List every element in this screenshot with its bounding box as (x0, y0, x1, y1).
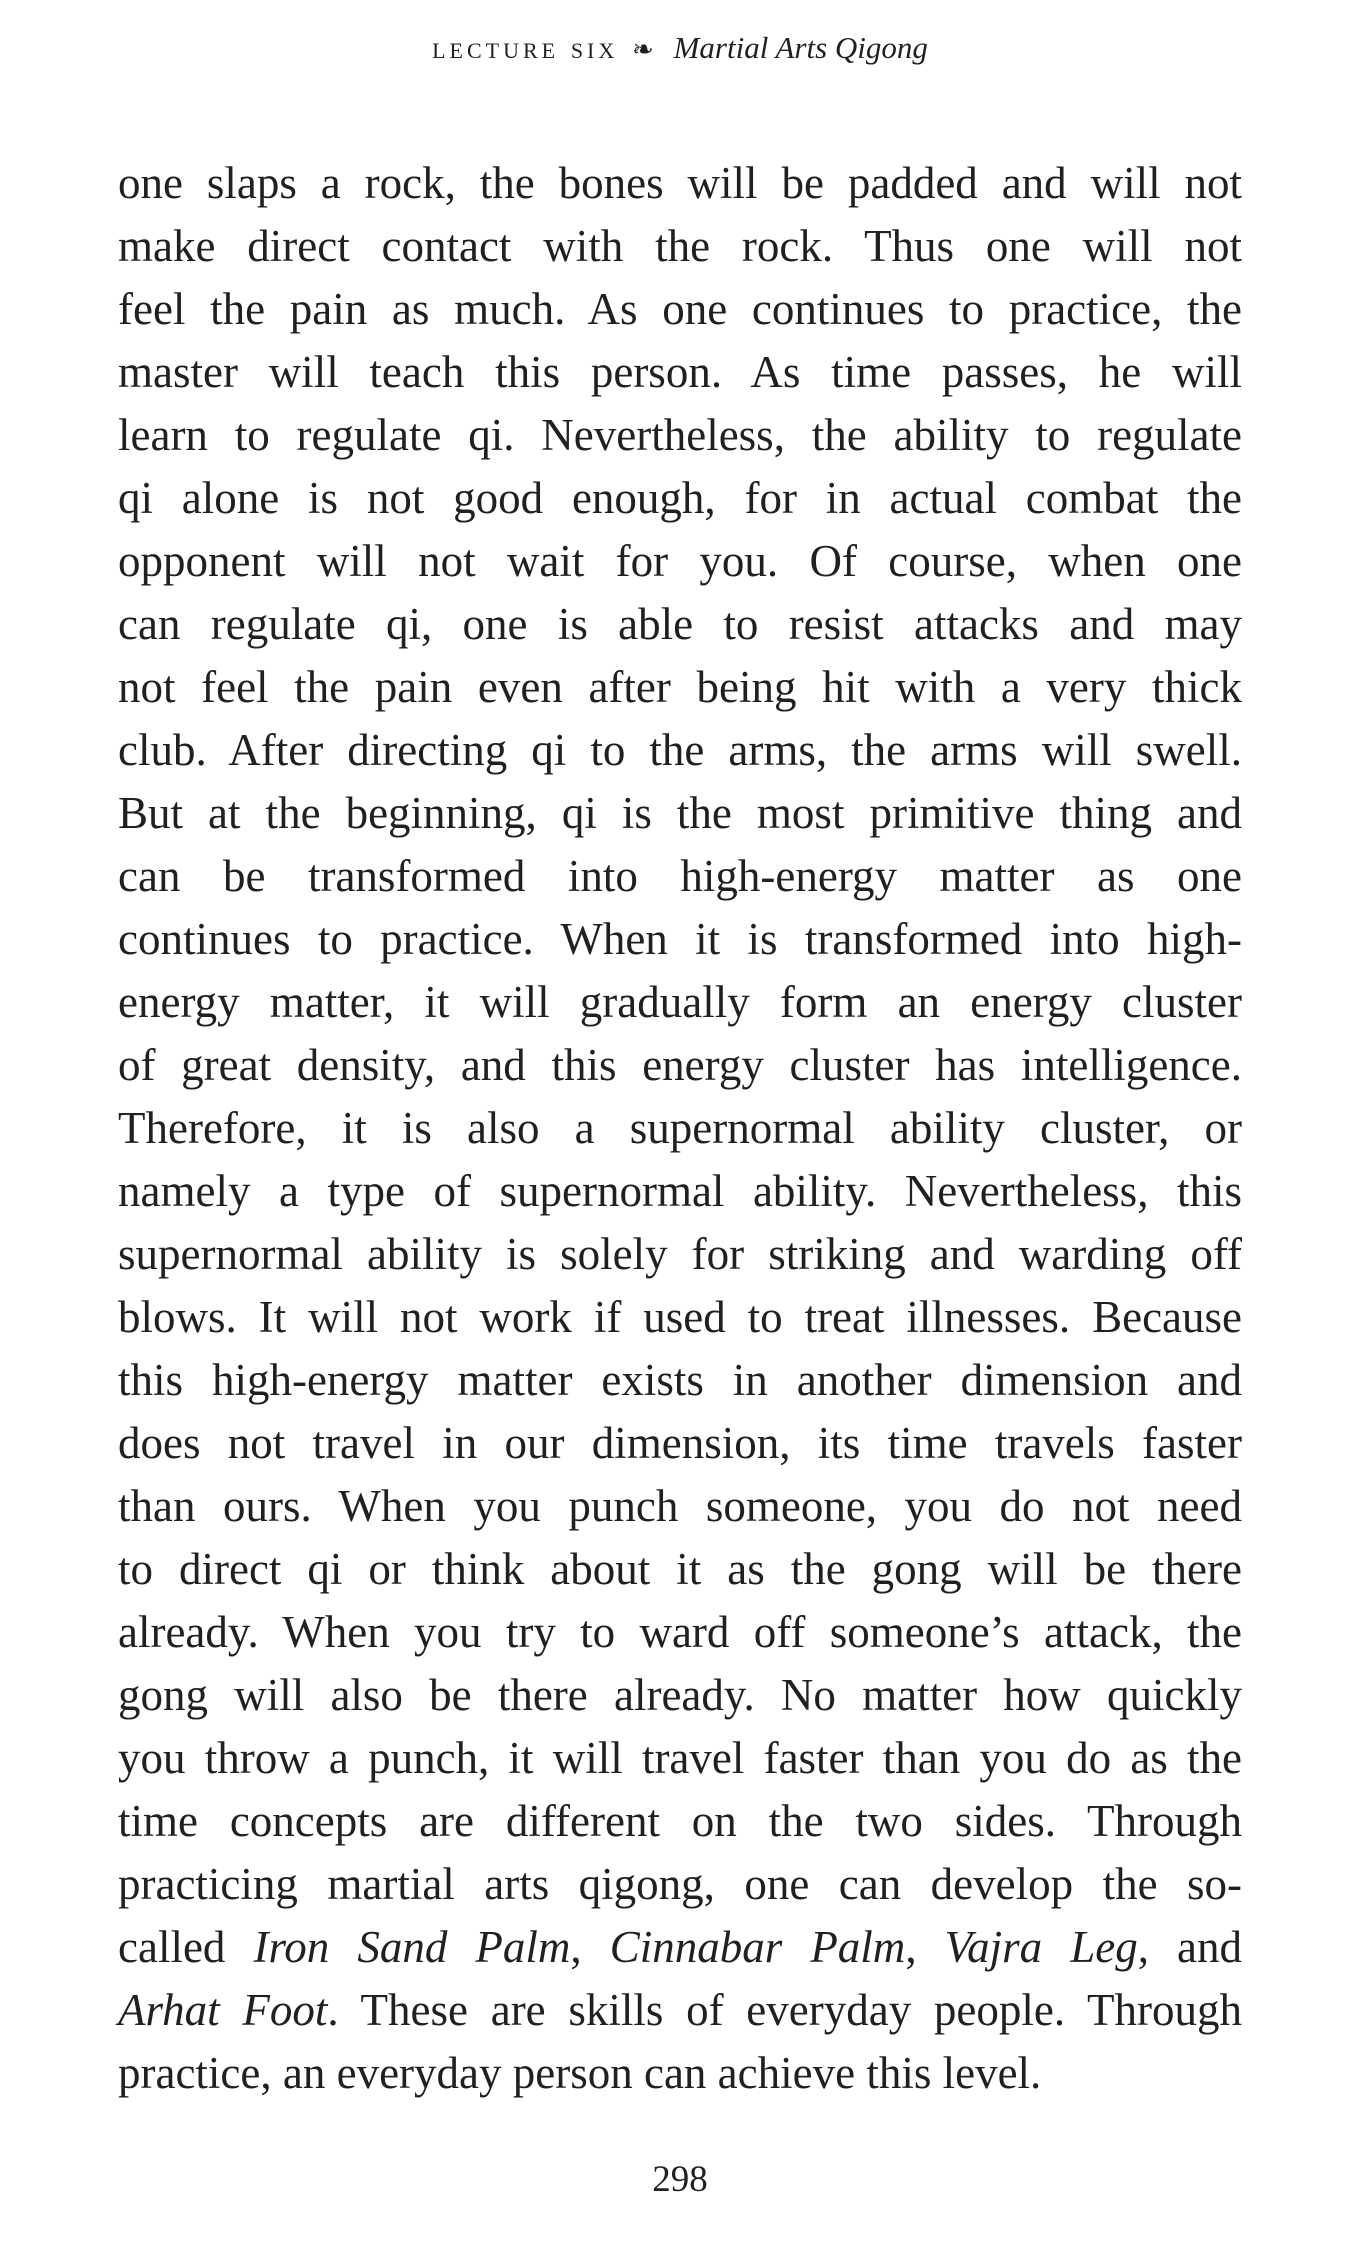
text-line-with-terms (118, 1979, 1242, 2042)
text-line: practicing martial arts qigong, one can develop the so- (118, 1859, 1242, 1909)
text-line-final: practice, an everyday person can achieve this level. (118, 2048, 1042, 2098)
text-line: blows. It will not work if used to treat illnesses. Because (118, 1292, 1242, 1342)
text-line: Therefore, it is also a supernormal ability cluster, or (118, 1103, 1242, 1153)
text-line: does not travel in our dimension, its time travels faster (118, 1418, 1242, 1468)
text-line: continues to practice. When it is transformed into high- (118, 914, 1242, 964)
text-line: not feel the pain even after being hit with a very thick (118, 662, 1242, 712)
text-line: can be transformed into high-energy matter as one (118, 851, 1242, 901)
term-iron-sand-palm: Iron Sand Palm (253, 1922, 571, 1972)
running-head-lecture: lecture six (432, 30, 619, 65)
text-line: club. After directing qi to the arms, the arms will swell. (118, 725, 1242, 775)
text-line: to direct qi or think about it as the gong will be there (118, 1544, 1242, 1594)
text-line: this high-energy matter exists in another dimension and (118, 1355, 1242, 1405)
text-line-with-terms (118, 1916, 1242, 1979)
fleuron-ornament-icon: ❧ (632, 35, 654, 64)
text-line: than ours. When you punch someone, you do not need (118, 1481, 1242, 1531)
text-line: of great density, and this energy cluster has intelligence. (118, 1040, 1242, 1090)
text-line: one slaps a rock, the bones will be padded and will not (118, 158, 1242, 208)
term-vajra-leg: Vajra Leg (944, 1922, 1138, 1972)
text-line: master will teach this person. As time passes, he will (118, 347, 1242, 397)
running-head (0, 28, 1360, 70)
term-arhat-foot: Arhat Foot (118, 1985, 328, 2035)
text-line: opponent will not wait for you. Of course, when one (118, 536, 1242, 586)
body-paragraph (118, 152, 1242, 2105)
text-line: you throw a punch, it will travel faster than you do as the (118, 1733, 1242, 1783)
text-fragment: , (570, 1922, 610, 1972)
text-line: time concepts are different on the two sides. Through (118, 1796, 1242, 1846)
text-fragment: . These are skills of everyday people. Through (327, 1985, 1242, 2035)
text-fragment: called (118, 1922, 254, 1972)
text-line: energy matter, it will gradually form an energy cluster (118, 977, 1242, 1027)
text-fragment: , and (1137, 1922, 1242, 1972)
text-line: namely a type of supernormal ability. Nevertheless, this (118, 1166, 1242, 1216)
text-line: make direct contact with the rock. Thus one will not (118, 221, 1242, 271)
text-line: feel the pain as much. As one continues to practice, the (118, 284, 1242, 334)
text-line: supernormal ability is solely for striking and warding off (118, 1229, 1242, 1279)
text-line: can regulate qi, one is able to resist attacks and may (118, 599, 1242, 649)
text-line: qi alone is not good enough, for in actual combat the (118, 473, 1242, 523)
page-number: 298 (652, 2159, 708, 2200)
term-cinnabar-palm: Cinnabar Palm (609, 1922, 906, 1972)
running-head-chapter-title: Martial Arts Qigong (673, 30, 928, 65)
text-line: learn to regulate qi. Nevertheless, the ability to regulate (118, 410, 1242, 460)
text-fragment: , (905, 1922, 945, 1972)
text-line: gong will also be there already. No matter how quickly (118, 1670, 1242, 1720)
text-line: already. When you try to ward off someone’s attack, the (118, 1607, 1242, 1657)
text-line: But at the beginning, qi is the most primitive thing and (118, 788, 1242, 838)
